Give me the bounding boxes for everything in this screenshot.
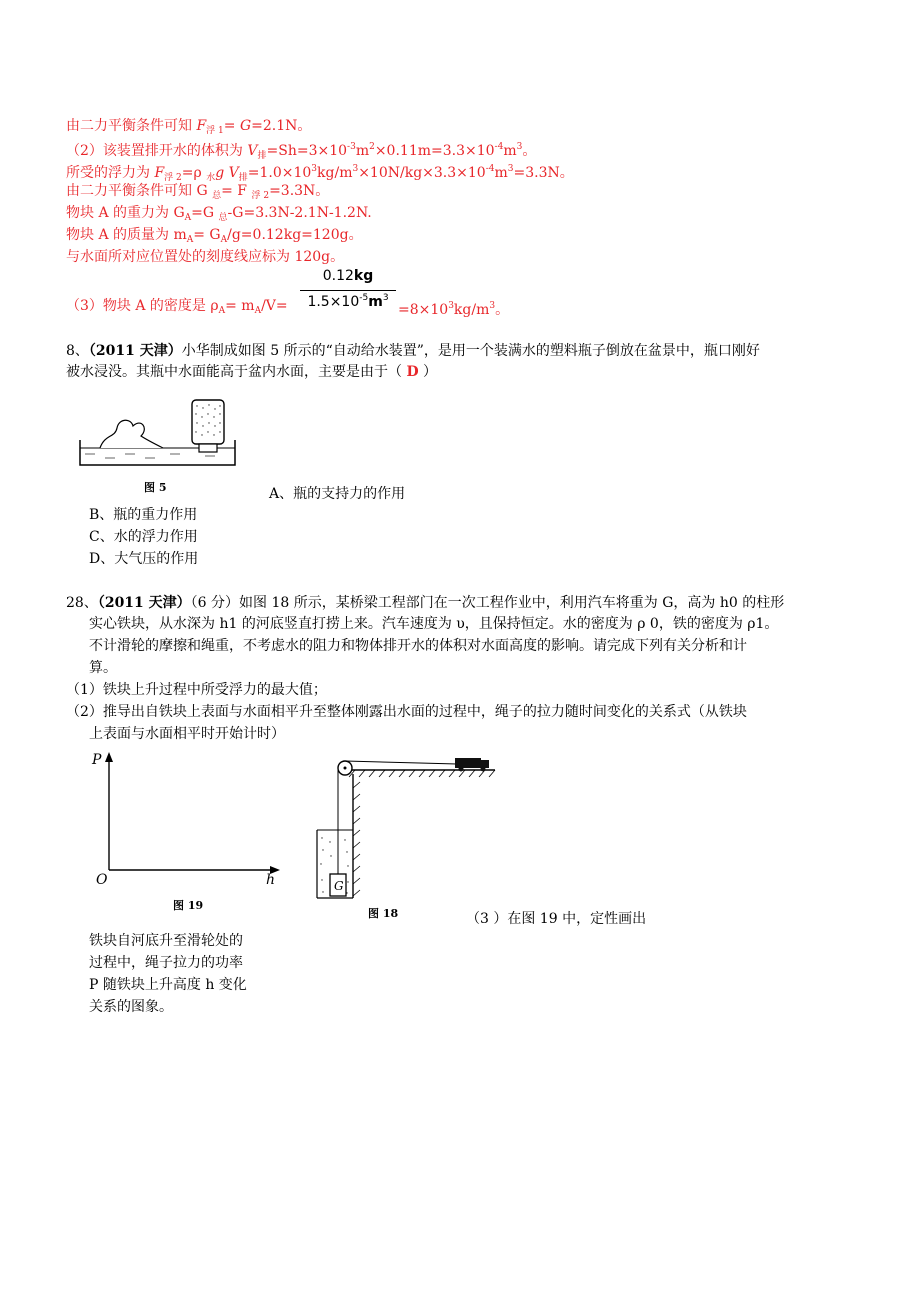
figure-5-label: 图 5 [144,481,167,494]
q28-part-3d: P 随铁块上升高度 h 变化 [89,977,247,993]
origin-label: O [96,872,108,888]
figure-5-watering-device [75,390,240,470]
q28-part-3c: 过程中，绳子拉力的功率 [89,955,243,971]
solution-line-2: （2）该装置排开水的体积为 $V_排=Sh=3\times 10^{-3}m^2\times 0.11m=3.3\times 10^{-4}m^3$。 [66,142,537,161]
q28-part-1: （1）铁块上升过程中所受浮力的最大值； [66,682,327,698]
q28-line-2: 实心铁块，从水深为 h1 的河底竖直打捞上来。汽车速度为 υ，且保持恒定。水的密度为 ρ 0，铁的密度为 ρ1。 [89,616,779,632]
q28-part-3a: （3 ）在图 19 中，定性画出 [466,911,647,927]
density-fraction: 0.12kg $1.5\times 10^{-5}m^3$ [300,268,396,310]
q28-part-3e: 关系的图象。 [89,999,173,1015]
block-label: G [334,879,344,893]
q28-line-4: 算。 [89,660,117,676]
solution-line-4: 由二力平衡条件可知 G $_总$= F $_{浮 2}$=3.3N。 [66,183,330,201]
q8-option-b: B、瓶的重力作用 [89,507,198,523]
q8-option-a: A、瓶的支持力的作用 [269,486,406,502]
density-result: $=8\times 10^3kg/m^3$。 [398,301,510,318]
q28-part-2b: 上表面与水面相平时开始计时） [89,726,285,742]
axis-h-label: h [266,872,276,888]
solution-line-8: （3）物块 A 的密度是 $\rho_A= m_A/V=$ [66,298,288,316]
solution-line-5: 物块 A 的重力为 $G_A=G$ $_总$-G=3.3N-2.1N-1.2N. [66,205,372,223]
q28-part-2a: （2）推导出自铁块上表面与水面相平升至整体刚露出水面的过程中，绳子的拉力随时间变化的关系式（从铁块 [66,704,747,720]
figure-19-axes [90,748,290,888]
q8-line-1: 8、（2011 天津）小华制成如图 5 所示的“自动给水装置”，是用一个装满水的塑料瓶子倒放在盆景中，瓶口刚好 [66,343,760,359]
q8-answer: D [406,364,419,380]
figure-18-label: 图 18 [368,907,399,920]
q28-line-3: 不计滑轮的摩擦和绳重，不考虑水的阻力和物体排开水的体积对水面高度的影响。请完成下列有关分析和计 [89,638,747,654]
axis-p-label: P [92,752,102,768]
solution-line-6: 物块 A 的质量为 $m_A= G_A/g=0.12kg=120g$。 [66,227,363,245]
solution-line-3: 所受的浮力为 $F_{浮 2}=\rho$ $_水$g $V_排=1.0\times 10^3kg/m^3\times 10N/kg\times 3.3\times 10^{-4}m^3=3.3N$。 [66,164,574,183]
q8-line-2: 被水浸没。其瓶中水面能高于盆内水面，主要是由于（ D ） [66,364,438,380]
q8-option-c: C、水的浮力作用 [89,529,198,545]
q28-part-3b: 铁块自河底升至滑轮处的 [89,933,243,949]
q28-part-3-wrap [89,930,247,1018]
solution-line-1: 由二力平衡条件可知 $F_{浮 1}= G=2.1N$。 [66,118,312,136]
figure-19-label: 图 19 [173,899,204,912]
q28-line-1: 28、（2011 天津）（6 分）如图 18 所示，某桥梁工程部门在一次工程作业中，利用汽车将重为 G，高为 h0 的柱形 [66,595,785,611]
q8-option-d: D、大气压的作用 [89,551,199,567]
solution-line-7: 与水面所对应位置处的刻度线应标为 120g。 [66,249,345,265]
